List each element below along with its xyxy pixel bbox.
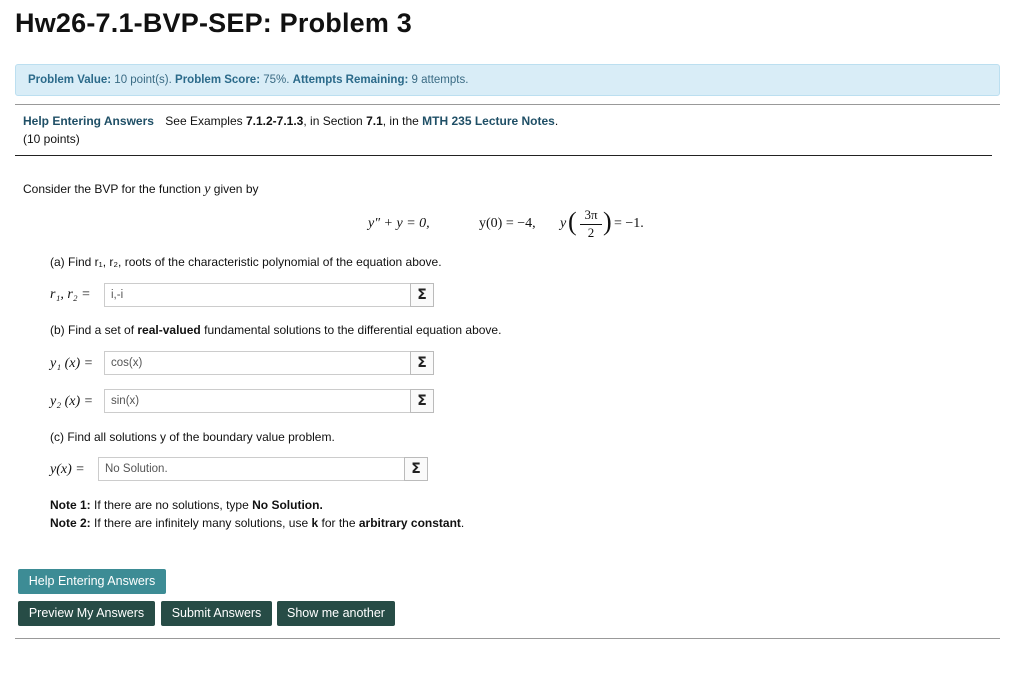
help-text: . <box>554 114 559 128</box>
y1-field <box>104 351 434 375</box>
ode-equation: y″ + y = 0, <box>368 216 430 231</box>
part-b-bold: real-valued <box>137 323 201 337</box>
y1-label: y₁ (x) = <box>50 356 94 371</box>
section-ref: 7.1 <box>366 114 383 128</box>
part-b-text <box>50 323 501 337</box>
help-line <box>23 114 558 128</box>
problem-value: 10 point(s). <box>114 74 172 86</box>
preview-answers-button[interactable]: Preview My Answers <box>18 601 155 626</box>
help-text: See Examples <box>165 114 243 128</box>
divider <box>15 155 992 156</box>
note2-text: If there are infinitely many solutions, use <box>94 516 309 530</box>
divider <box>15 638 1000 639</box>
y2-label: y₂ (x) = <box>50 394 94 409</box>
y2-input[interactable] <box>105 390 405 412</box>
help-text: , in the <box>382 114 419 128</box>
help-entering-answers-link[interactable]: Help Entering Answers <box>23 114 154 128</box>
note-2 <box>50 516 464 530</box>
note2-bold: arbitrary constant <box>358 516 461 530</box>
yx-input[interactable] <box>99 458 399 480</box>
note2-k: k <box>311 516 319 530</box>
problem-intro <box>23 182 259 198</box>
equation-editor-icon[interactable]: Σ <box>410 389 434 413</box>
bc2-value: = −1. <box>614 216 644 231</box>
note-1 <box>50 498 323 512</box>
part-b-post: fundamental solutions to the differential equation above. <box>204 323 502 337</box>
right-paren: ) <box>603 207 612 236</box>
problem-value-label: Problem Value: <box>28 74 112 86</box>
part-a-text: (a) Find r₁, r₂, roots of the characteristic polynomial of the equation above. <box>50 255 442 269</box>
points-text: (10 points) <box>23 132 80 146</box>
equation-editor-icon[interactable]: Σ <box>404 457 428 481</box>
yx-label: y(x) = <box>50 462 85 477</box>
help-entering-answers-button[interactable]: Help Entering Answers <box>18 569 166 594</box>
bc2-denominator: 2 <box>587 225 595 240</box>
note1-text: If there are no solutions, type <box>94 498 249 512</box>
attempts-remaining-label: Attempts Remaining: <box>292 74 409 86</box>
y2-field <box>104 389 434 413</box>
lecture-notes-link[interactable]: MTH 235 Lecture Notes <box>422 114 555 128</box>
roots-field <box>104 283 434 307</box>
part-c-text: (c) Find all solutions y of the boundary value problem. <box>50 430 335 444</box>
note2-mid: for the <box>321 516 356 530</box>
note2-end: . <box>460 516 465 530</box>
left-paren: ( <box>568 207 577 236</box>
examples-ref: 7.1.2-7.1.3 <box>245 114 304 128</box>
note1-label: Note 1: <box>50 498 91 512</box>
bc2-fn: y <box>560 216 567 231</box>
intro-var: y <box>204 182 211 197</box>
r-label: r₁, r₂ = <box>50 287 91 302</box>
boundary-condition-1: y(0) = −4, <box>479 216 536 231</box>
note1-bold: No Solution. <box>252 498 323 512</box>
intro-text: given by <box>213 182 259 196</box>
divider <box>15 104 1000 105</box>
bc2-numerator: 3π <box>584 207 598 222</box>
show-another-button[interactable]: Show me another <box>277 601 395 626</box>
submit-answers-button[interactable]: Submit Answers <box>161 601 272 626</box>
equation-editor-icon[interactable]: Σ <box>410 283 434 307</box>
intro-text: Consider the BVP for the function <box>23 182 201 196</box>
equation-editor-icon[interactable]: Σ <box>410 351 434 375</box>
help-text: , in Section <box>303 114 363 128</box>
part-b-pre: (b) Find a set of <box>50 323 135 337</box>
y1-input[interactable] <box>105 352 405 374</box>
attempts-remaining: 9 attempts. <box>411 74 469 86</box>
page-title: Hw26-7.1-BVP-SEP: Problem 3 <box>15 8 413 38</box>
problem-info-bar <box>15 64 1000 96</box>
note2-label: Note 2: <box>50 516 91 530</box>
roots-input[interactable] <box>105 284 405 306</box>
problem-score: 75%. <box>263 74 290 86</box>
problem-score-label: Problem Score: <box>175 74 261 86</box>
yx-field <box>98 457 428 481</box>
